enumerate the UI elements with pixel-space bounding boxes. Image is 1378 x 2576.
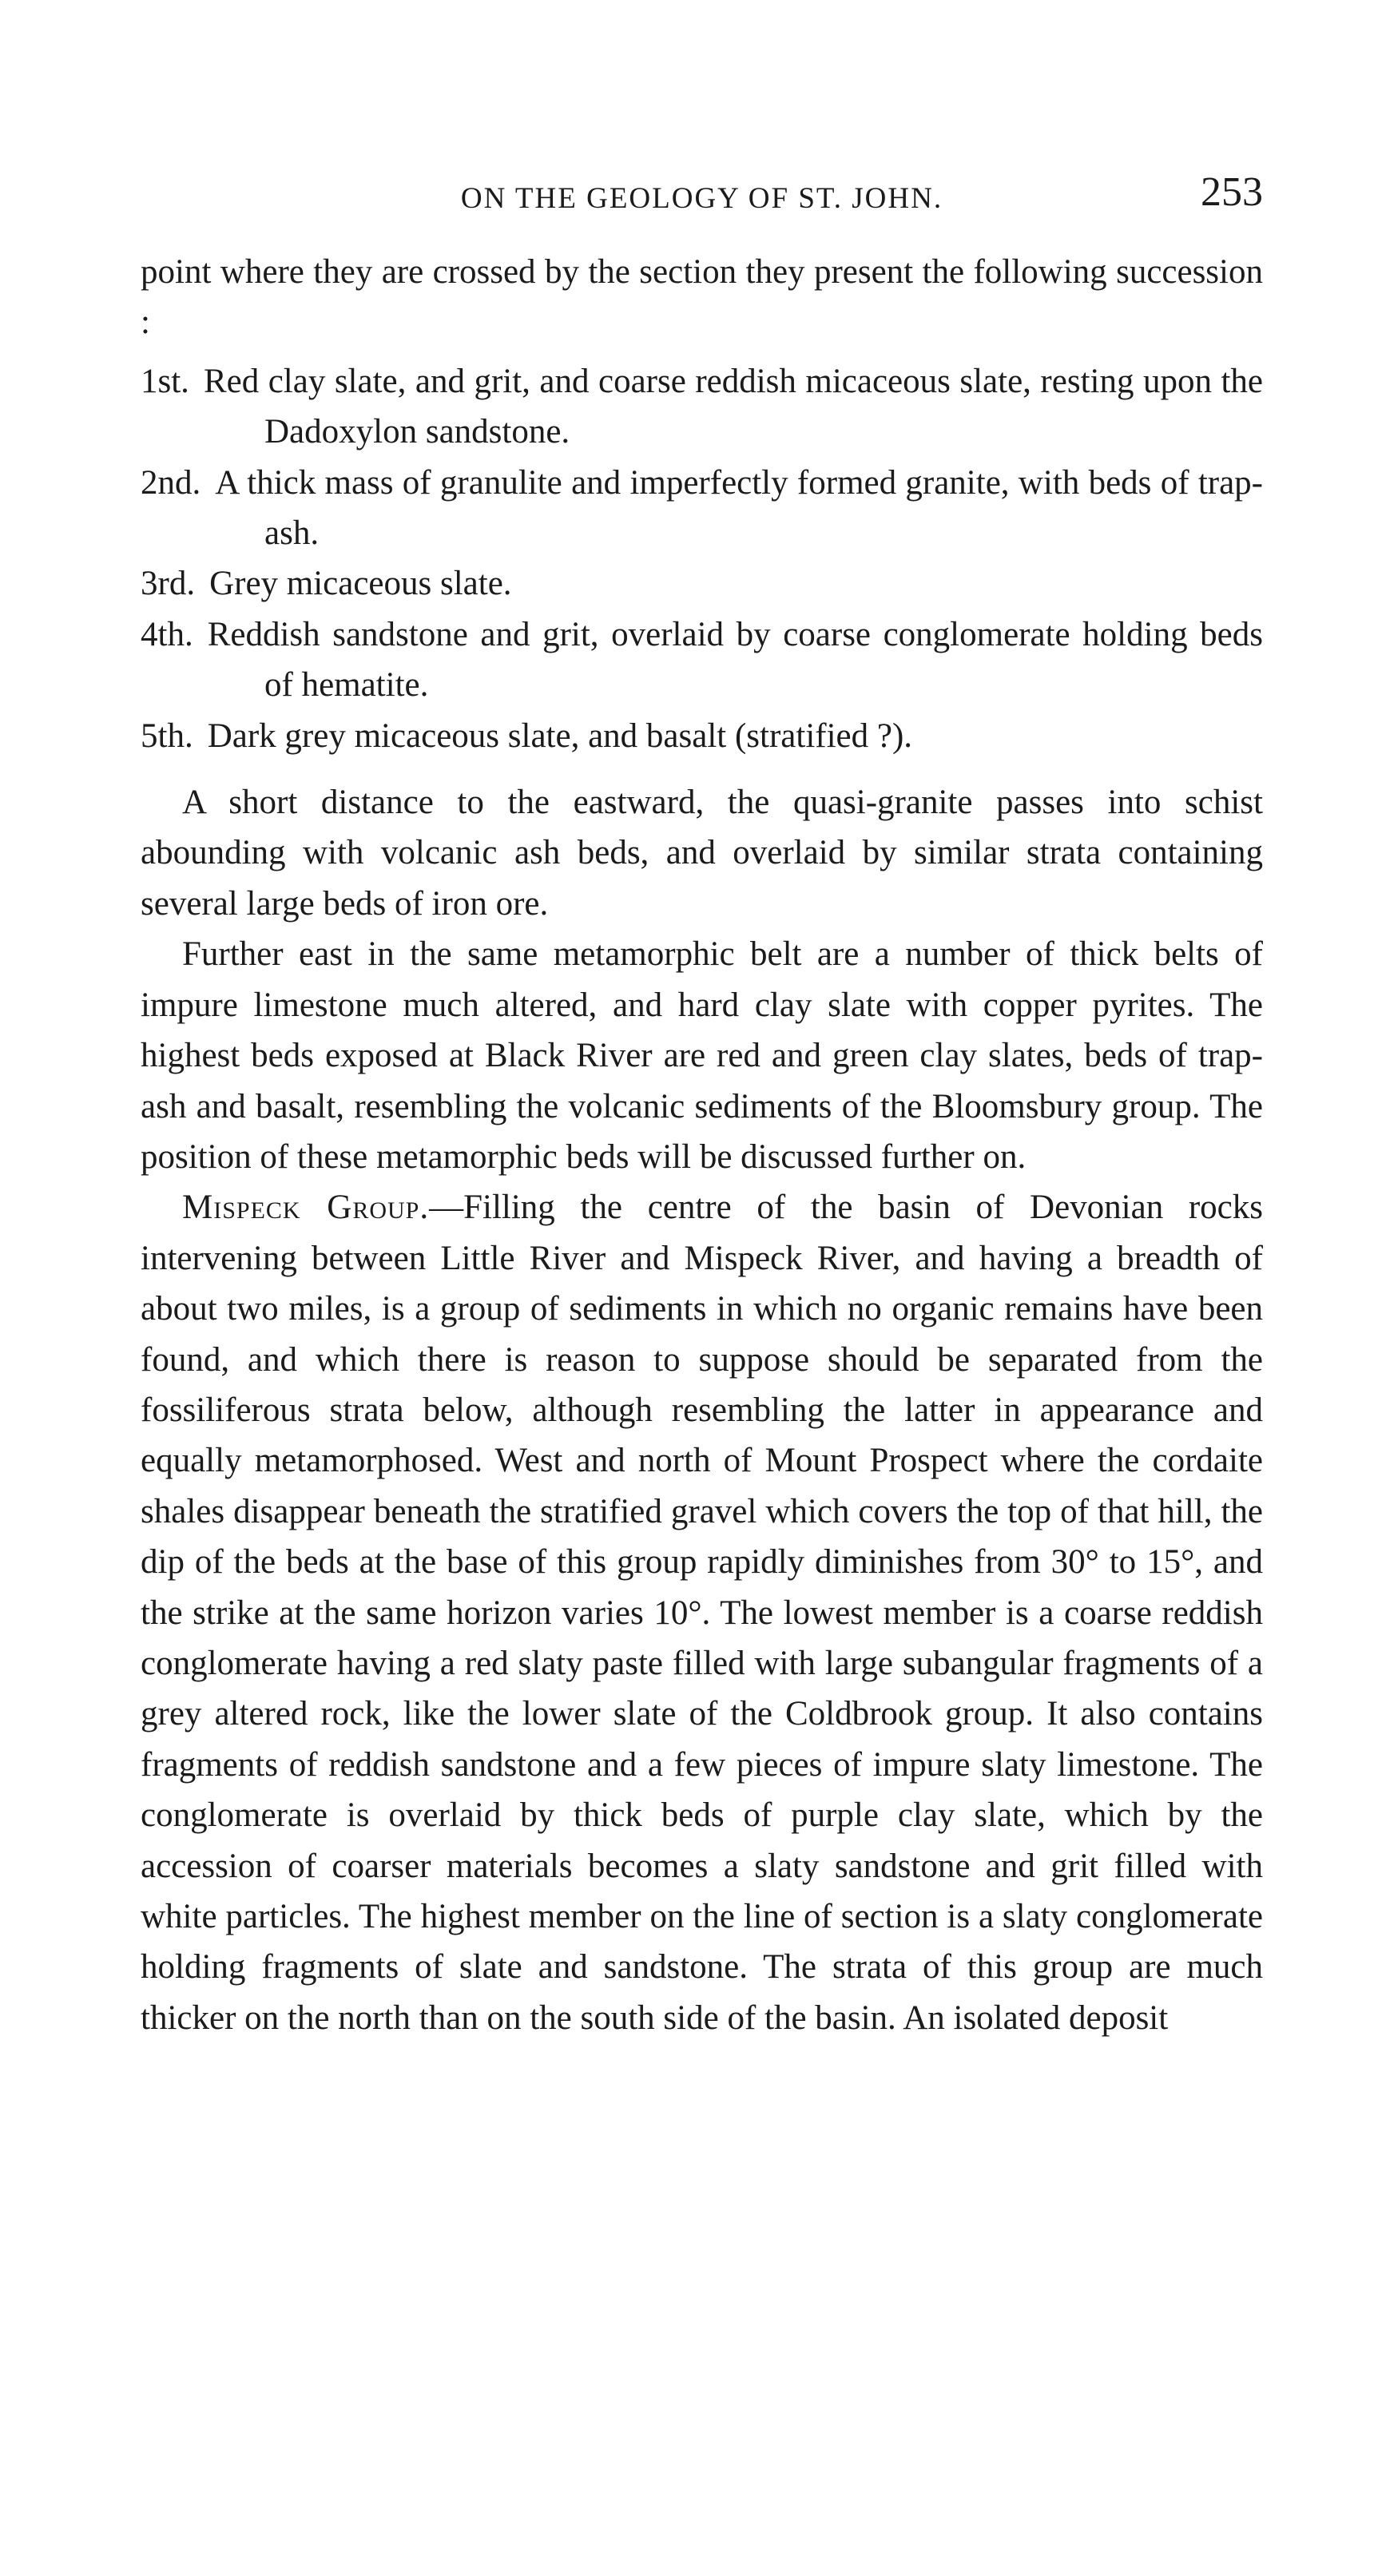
section-heading: Mispeck Group. xyxy=(182,1189,430,1227)
running-title: ON THE GEOLOGY OF ST. JOHN. xyxy=(460,182,943,215)
running-head xyxy=(141,164,1263,228)
succession-number: 4th. xyxy=(141,615,193,653)
succession-text: Red clay slate, and grit, and coarse reddish micaceous slate, resting upon the Dadoxylon sandstone. xyxy=(203,362,1263,451)
succession-item xyxy=(141,356,1263,458)
succession-text: A thick mass of granulite and imperfectly formed granite, with beds of trap-ash. xyxy=(215,463,1263,553)
book-page xyxy=(141,164,1263,2043)
succession-number: 2nd. xyxy=(141,463,201,502)
succession-item xyxy=(141,609,1263,711)
succession-number: 1st. xyxy=(141,362,189,400)
succession-text: Dark grey micaceous slate, and basalt (stratified ?). xyxy=(207,716,913,755)
mispeck-body: —Filling the centre of the basin of Devonian rocks intervening between Little River and Mispeck River, and having a breadth of about two miles, is a group of sediments in which no organic remains have been found, and which there is reason to suppose should be separated from the fossiliferous strata below, although resembling the latter in appearance and equally metamorphosed. West and north of Mount Prospect where the cordaite shales disappear beneath the stratified gravel which covers the top of that hill, the dip of the beds at the base of this group rapidly diminishes from 30° to 15°, and the strike at the same horizon varies 10°. The lowest member is a coarse reddish conglomerate having a red slaty paste filled with large subangular fragments of a grey altered rock, like the lower slate of the Coldbrook group. It also contains fragments of reddish sandstone and a few pieces of impure slaty limestone. The conglomerate is overlaid by thick beds of purple clay slate, which by the accession of coarser materials becomes a slaty sandstone and grit filled with white particles. The highest member on the line of section is a slaty conglomerate holding fragments of slate and sandstone. The strata of this group are much thicker on the north than on the south side of the basin. An isolated deposit xyxy=(141,1189,1264,2037)
succession-list xyxy=(141,356,1263,761)
succession-item xyxy=(141,711,1263,761)
succession-text: Grey micaceous slate. xyxy=(209,565,512,603)
succession-number: 5th. xyxy=(141,716,193,755)
mispeck-group-paragraph xyxy=(141,1182,1263,2043)
succession-number: 3rd. xyxy=(141,565,196,603)
succession-item xyxy=(141,558,1263,609)
succession-item xyxy=(141,458,1263,559)
intro-paragraph: point where they are crossed by the section they present the following succession : xyxy=(141,253,1263,342)
eastward-paragraph: A short distance to the eastward, the quasi-granite passes into schist abounding with volcanic ash beds, and overlaid by similar strata containing several large beds of iron ore. xyxy=(141,784,1263,923)
further-east-paragraph: Further east in the same metamorphic belt are a number of thick belts of impure limestone much altered, and hard clay slate with copper pyrites. The highest beds exposed at Black River are red and green clay slates, beds of trap-ash and basalt, resembling the volcanic sediments of the Bloomsbury group. The position of these metamorphic beds will be discussed further on. xyxy=(141,935,1263,1176)
succession-text: Reddish sandstone and grit, overlaid by coarse conglomerate holding beds of hematite. xyxy=(207,615,1263,705)
page-number: 253 xyxy=(1201,169,1263,215)
